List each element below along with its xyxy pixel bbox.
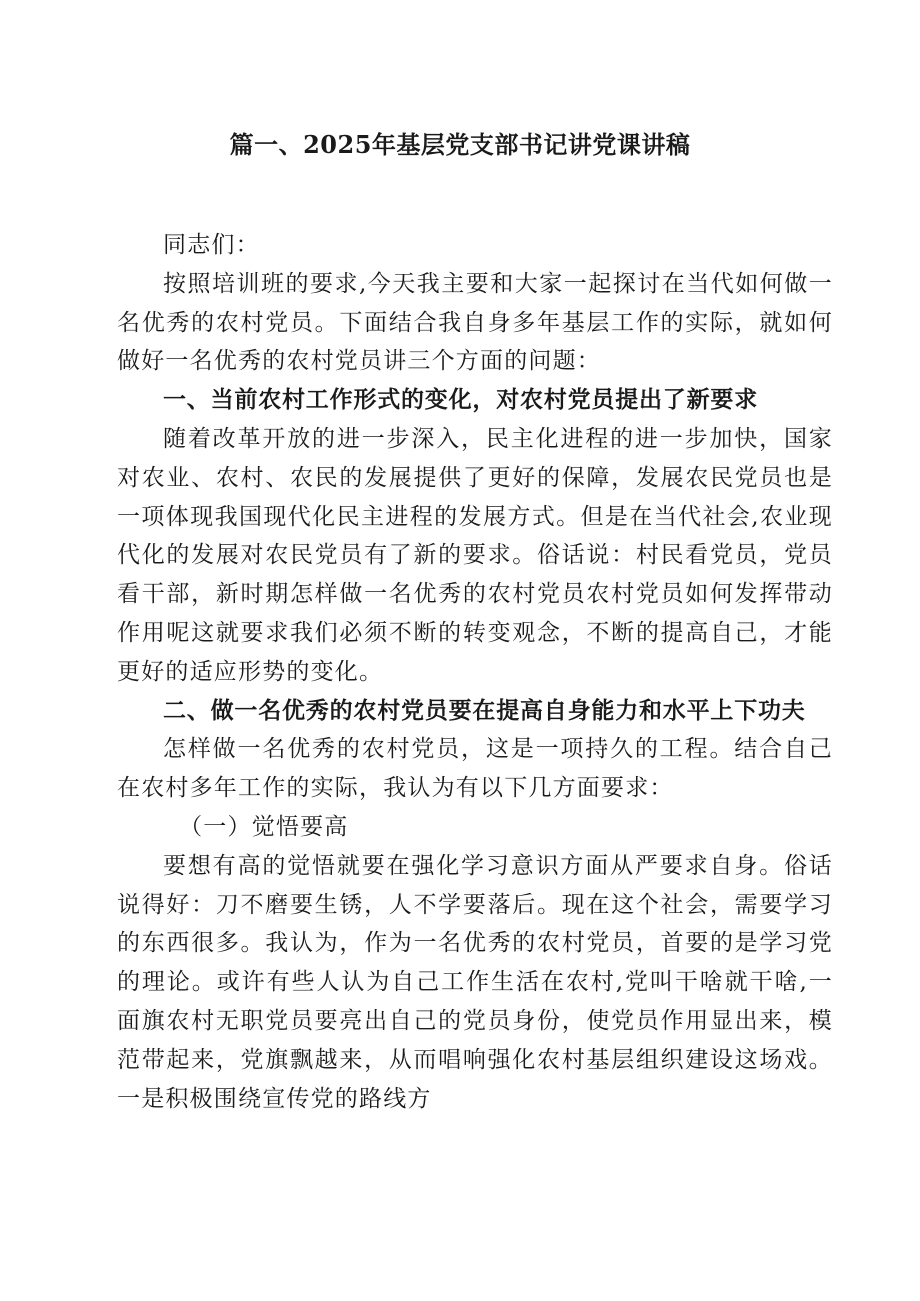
document-body	[117, 226, 833, 1118]
paragraph: 怎样做一名优秀的农村党员，这是一项持久的工程。结合自己在农村多年工作的实际，我认为有以下几方面要求：	[117, 736, 833, 802]
paragraph: 要想有高的觉悟就要在强化学习意识方面从严要求自身。俗话说得好：刀不磨要生锈，人不学要落后。现在这个社会，需要学习的东西很多。我认为，作为一名优秀的农村党员，首要的是学习党的理论。或许有些人认为自己工作生活在农村,党叫干啥就干啥,一面旗农村无职党员要亮出自己的党员身份，使党员作用显出来，模范带起来，党旗飘越来，从而唱响强化农村基层组织建设这场戏。一是积极围绕宣传党的路线方	[117, 852, 833, 1112]
paragraph: 随着改革开放的进一步深入，民主化进程的进一步加快，国家对农业、农村、农民的发展提供了更好的保障，发展农民党员也是一项体现我国现代化民主进程的发展方式。但是在当代社会,农业现代化的发展对农民党员有了新的要求。俗话说：村民看党员，党员看干部，新时期怎样做一名优秀的农村党员农村党员如何发挥带动作用呢这就要求我们必须不断的转变观念，不断的提高自己，才能更好的适应形势的变化。	[117, 425, 833, 685]
subsection-heading: （一）觉悟要高	[179, 813, 349, 840]
section-heading-1: 一、当前农村工作形式的变化，对农村党员提出了新要求	[163, 387, 758, 414]
salutation: 同志们：	[163, 232, 260, 258]
section-heading-2: 二、做一名优秀的农村党员要在提高自身能力和水平上下功夫	[163, 697, 806, 724]
document-title: 篇一、2025年基层党支部书记讲党课讲稿	[229, 130, 691, 159]
paragraph: 按照培训班的要求,今天我主要和大家一起探讨在当代如何做一名优秀的农村党员。下面结合我自身多年基层工作的实际，就如何做好一名优秀的农村党员讲三个方面的问题：	[117, 270, 833, 375]
